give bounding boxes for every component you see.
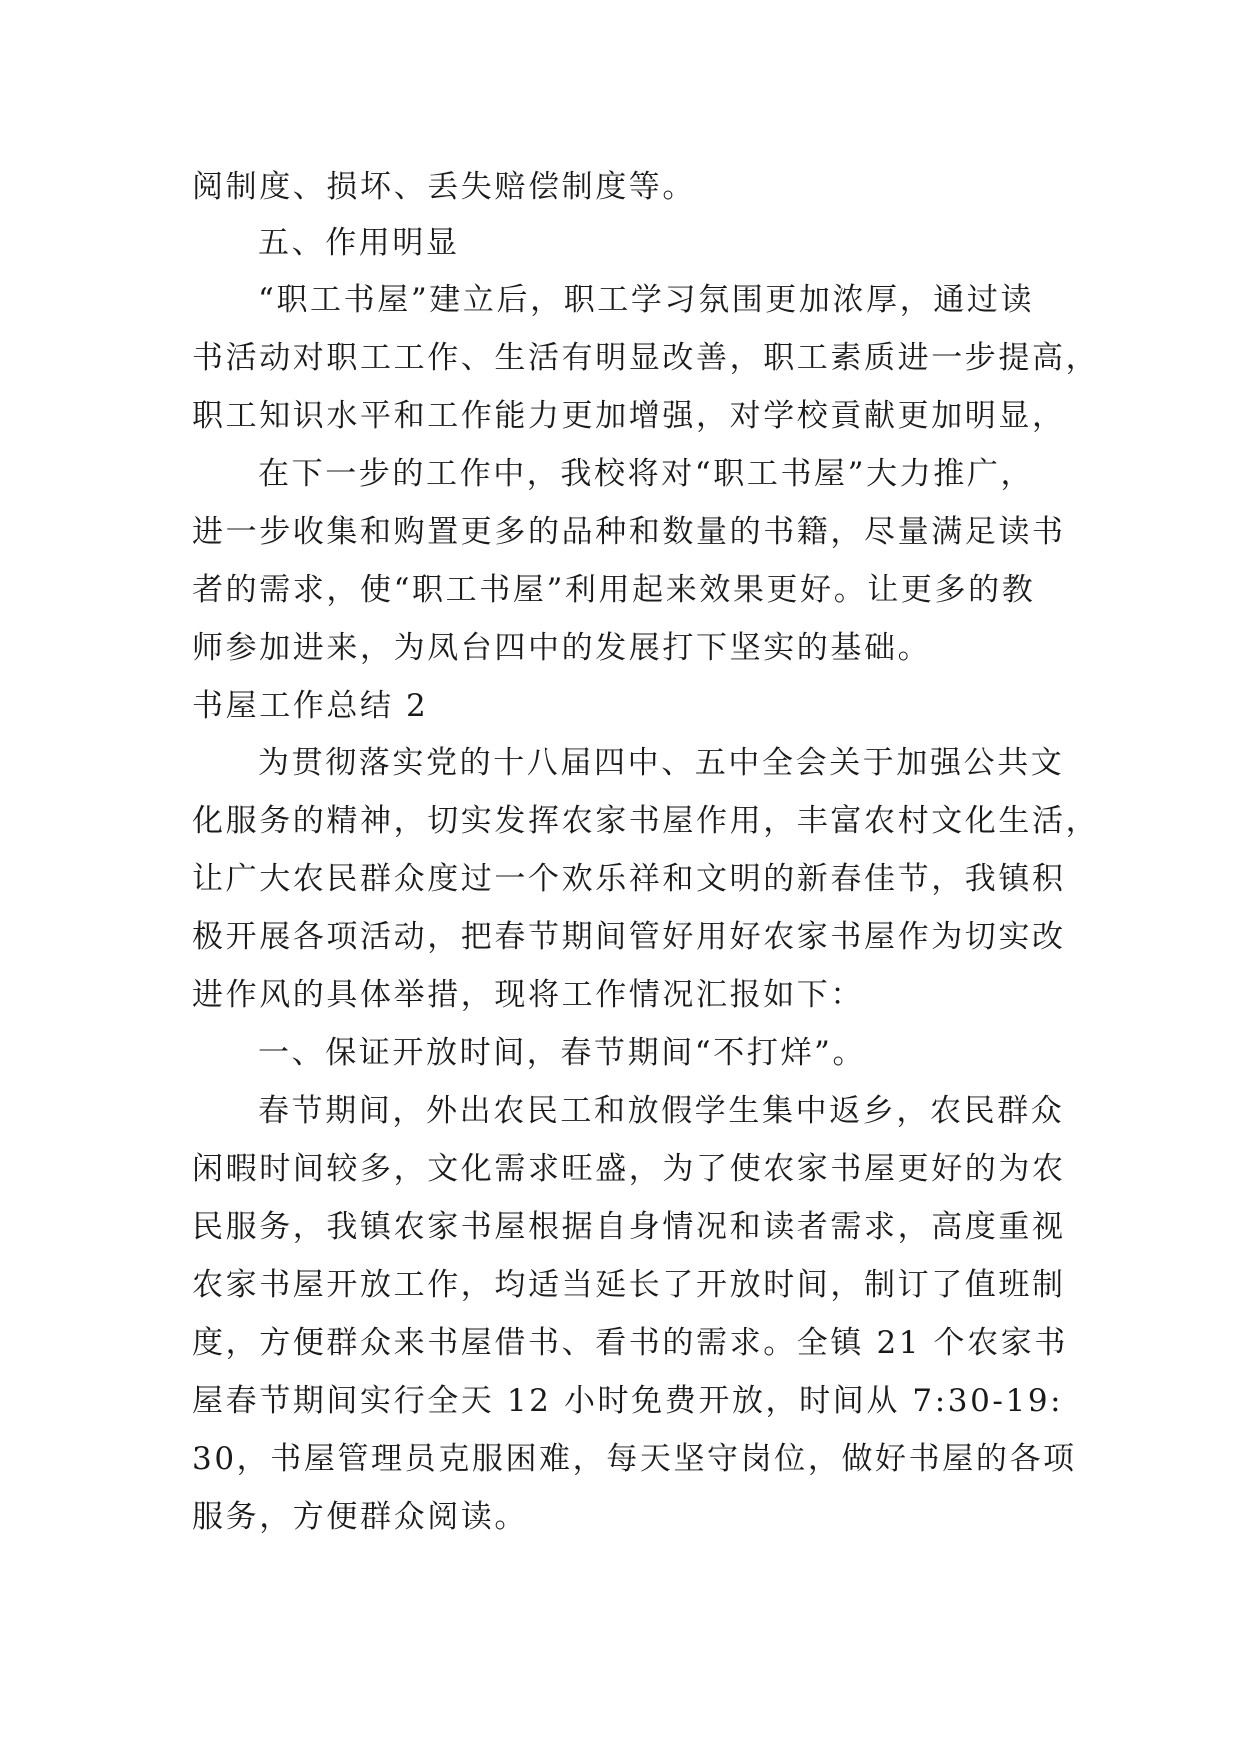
text-line: 在下一步的工作中，我校将对“职工书屋”大力推广，: [258, 456, 1035, 492]
text-line: 化服务的精神，切实发挥农家书屋作用，丰富农村文化生活，: [192, 803, 1100, 839]
text-line: 度，方便群众来书屋借书、看书的需求。全镇 21 个农家书: [192, 1325, 1068, 1361]
text-line: 师参加进来，为凤台四中的发展打下坚实的基础。: [192, 630, 932, 666]
text-line: 者的需求，使“职工书屋”利用起来效果更好。让更多的教: [192, 572, 1036, 608]
document-title: 书屋工作总结 2: [192, 688, 429, 724]
text-line: 民服务，我镇农家书屋根据自身情况和读者需求，高度重视: [192, 1209, 1066, 1245]
text-line: 阅制度、损坏、丢失赔偿制度等。: [192, 169, 696, 205]
text-line: 书活动对职工工作、生活有明显改善，职工素质进一步提高，: [192, 340, 1100, 376]
text-line: 屋春节期间实行全天 12 小时免费开放，时间从 7:30-19:: [192, 1383, 1064, 1419]
text-line: “职工书屋”建立后，职工学习氛围更加浓厚，通过读: [258, 282, 1035, 318]
text-line: 让广大农民群众度过一个欢乐祥和文明的新春佳节，我镇积: [192, 861, 1066, 897]
text-line: 进作风的具体举措，现将工作情况汇报如下：: [192, 977, 864, 1013]
text-line: 服务，方便群众阅读。: [192, 1499, 528, 1535]
text-line: 职工知识水平和工作能力更加增强，对学校貢献更加明显，: [192, 398, 1066, 434]
text-line: 农家书屋开放工作，均适当延长了开放时间，制订了值班制: [192, 1267, 1066, 1303]
text-line: 闲暇时间较多，文化需求旺盛，为了使农家书屋更好的为农: [192, 1151, 1066, 1187]
text-line: 30，书屋管理员克服困难，每天坚守岗位，做好书屋的各项: [192, 1441, 1077, 1477]
text-line: 进一步收集和购置更多的品种和数量的书籍，尽量满足读书: [192, 514, 1066, 550]
text-line: 极开展各项活动，把春节期间管好用好农家书屋作为切实改: [192, 919, 1066, 955]
text-line: 为贯彻落实党的十八届四中、五中全会关于加强公共文: [258, 745, 1065, 781]
section-heading: 五、作用明显: [258, 225, 460, 261]
section-heading: 一、保证开放时间，春节期间“不打烊”。: [258, 1035, 867, 1071]
text-line: 春节期间，外出农民工和放假学生集中返乡，农民群众: [258, 1093, 1065, 1129]
